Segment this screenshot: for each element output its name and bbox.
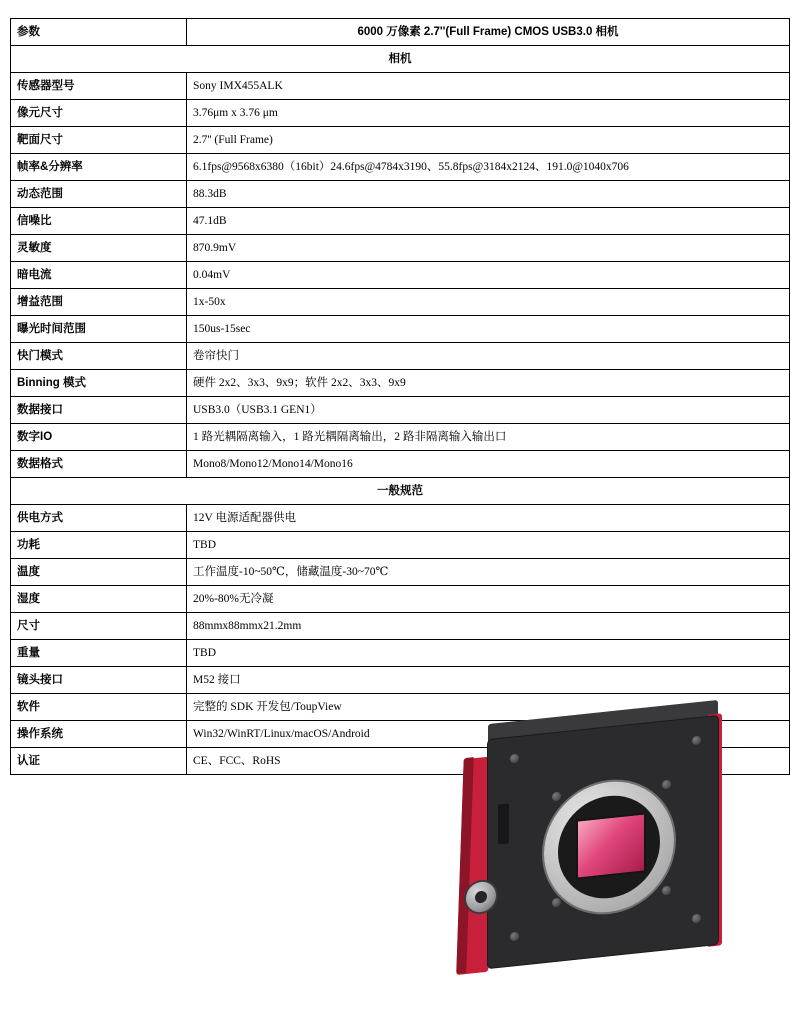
row-label: 传感器型号 [11, 73, 187, 100]
row-label: 暗电流 [11, 262, 187, 289]
row-value: 20%-80%无冷凝 [187, 586, 790, 613]
row-label: 尺寸 [11, 613, 187, 640]
section-header-row [11, 46, 790, 73]
row-label: 操作系统 [11, 721, 187, 748]
row-label: 动态范围 [11, 181, 187, 208]
row-value: 150us-15sec [187, 316, 790, 343]
row-label: 灵敏度 [11, 235, 187, 262]
row-value: CE、FCC、RoHS [187, 748, 790, 775]
row-value: 2.7'' (Full Frame) [187, 127, 790, 154]
row-value: 47.1dB [187, 208, 790, 235]
row-label: 数字IO [11, 424, 187, 451]
table-row [11, 397, 790, 424]
table-body [11, 19, 790, 775]
row-label: 功耗 [11, 532, 187, 559]
row-value: 88.3dB [187, 181, 790, 208]
row-value: 1x-50x [187, 289, 790, 316]
table-row [11, 613, 790, 640]
table-row [11, 586, 790, 613]
table-row [11, 640, 790, 667]
row-value: 0.04mV [187, 262, 790, 289]
table-row [11, 181, 790, 208]
row-label: 认证 [11, 748, 187, 775]
row-label: 信噪比 [11, 208, 187, 235]
row-value: TBD [187, 640, 790, 667]
row-label: 温度 [11, 559, 187, 586]
row-label: 软件 [11, 694, 187, 721]
section-title-camera: 相机 [11, 46, 790, 73]
row-value: 硬件 2x2、3x3、9x9；软件 2x2、3x3、9x9 [187, 370, 790, 397]
row-label: 增益范围 [11, 289, 187, 316]
table-row [11, 532, 790, 559]
row-value: Sony IMX455ALK [187, 73, 790, 100]
row-value: 12V 电源适配器供电 [187, 505, 790, 532]
table-row [11, 73, 790, 100]
table-row [11, 289, 790, 316]
row-label: 数据接口 [11, 397, 187, 424]
camera-product-photo [440, 700, 760, 1000]
table-row [11, 316, 790, 343]
row-value: 6.1fps@9568x6380（16bit）24.6fps@4784x3190、55.8fps@3184x2124、191.0@1040x706 [187, 154, 790, 181]
row-value: M52 接口 [187, 667, 790, 694]
section-header-row [11, 478, 790, 505]
row-label: 镜头接口 [11, 667, 187, 694]
table-row [11, 343, 790, 370]
row-label: 像元尺寸 [11, 100, 187, 127]
table-row [11, 505, 790, 532]
table-row [11, 208, 790, 235]
row-value: Win32/WinRT/Linux/macOS/Android [187, 721, 790, 748]
table-row [11, 100, 790, 127]
row-label: 重量 [11, 640, 187, 667]
row-value: TBD [187, 532, 790, 559]
row-value: 卷帘快门 [187, 343, 790, 370]
table-row [11, 262, 790, 289]
table-row [11, 154, 790, 181]
row-value: 870.9mV [187, 235, 790, 262]
table-row [11, 559, 790, 586]
row-label: 靶面尺寸 [11, 127, 187, 154]
table-row [11, 370, 790, 397]
row-label: 曝光时间范围 [11, 316, 187, 343]
table-row [11, 667, 790, 694]
row-label: 供电方式 [11, 505, 187, 532]
table-row [11, 451, 790, 478]
row-value: 工作温度-10~50℃，储藏温度-30~70℃ [187, 559, 790, 586]
section-title-general: 一般规范 [11, 478, 790, 505]
table-row [11, 424, 790, 451]
row-label: 湿度 [11, 586, 187, 613]
product-title-cell: 6000 万像素 2.7''(Full Frame) CMOS USB3.0 相机 [187, 19, 790, 46]
row-value: 3.76μm x 3.76 μm [187, 100, 790, 127]
row-label: 快门模式 [11, 343, 187, 370]
usb-port [498, 803, 509, 844]
row-value: 1 路光耦隔离输入，1 路光耦隔离输出，2 路非隔离输入输出口 [187, 424, 790, 451]
specification-table [10, 18, 790, 775]
row-label: 帧率&分辨率 [11, 154, 187, 181]
image-sensor [576, 812, 646, 879]
table-row [11, 235, 790, 262]
row-value: 88mmx88mmx21.2mm [187, 613, 790, 640]
row-value: 完整的 SDK 开发包/ToupView [187, 694, 790, 721]
row-value: Mono8/Mono12/Mono14/Mono16 [187, 451, 790, 478]
param-header-cell: 参数 [11, 19, 187, 46]
table-row [11, 127, 790, 154]
row-value: USB3.0（USB3.1 GEN1） [187, 397, 790, 424]
table-header-row [11, 19, 790, 46]
row-label: 数据格式 [11, 451, 187, 478]
row-label: Binning 模式 [11, 370, 187, 397]
